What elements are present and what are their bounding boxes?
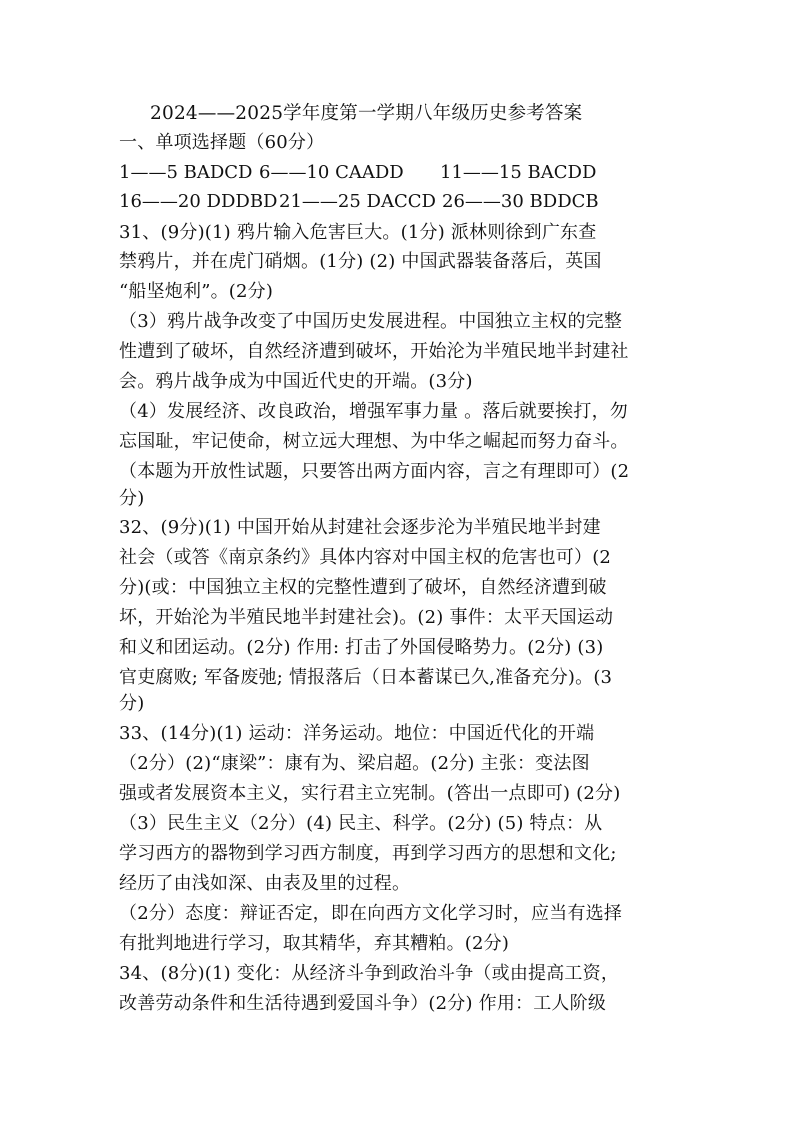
answer-line: 官吏腐败; 军备废弛; 情报落后（日本蓄谋已久,准备充分)。(3: [119, 667, 613, 688]
answer-line: 学习西方的器物到学习西方制度，再到学习西方的思想和文化;: [119, 843, 617, 864]
answer-line: 性遭到了破坏，自然经济遭到破坏，开始沦为半殖民地半封建社: [119, 341, 629, 362]
answer-line: 禁鸦片，并在虎门硝烟。(1分) (2) 中国武器装备落后，英国: [119, 251, 602, 272]
answer-line: 会。鸦片战争成为中国近代史的开端。(3分): [119, 371, 473, 392]
mc-answer-group: 6——10 CAADD: [259, 162, 404, 183]
answer-line: （4）发展经济、改良政治，增强军事力量 。落后就要挨打，勿: [119, 401, 628, 422]
answer-line: （2分）(2)“康梁”：康有为、梁启超。(2分) 主张：变法图: [119, 753, 590, 774]
answer-line: 32、(9分)(1) 中国开始从封建社会逐步沦为半殖民地半封建: [119, 517, 601, 538]
answer-line: （2分）态度：辩证否定，即在向西方文化学习时，应当有选择: [119, 903, 623, 924]
answer-line: 33、(14分)(1) 运动：洋务运动。地位：中国近代化的开端: [119, 723, 595, 744]
answer-line: （3）民生主义（2分）(4) 民主、科学。(2分) (5) 特点：从: [119, 813, 603, 834]
answer-line: 和义和团运动。(2分) 作用: 打击了外国侵略势力。(2分) (3): [119, 637, 604, 658]
answer-line: 经历了由浅如深、由表及里的过程。: [119, 873, 411, 894]
answer-line: （本题为开放性试题，只要答出两方面内容，言之有理即可）(2: [119, 461, 630, 482]
section-heading: 一、单项选择题（60分）: [119, 132, 325, 153]
answer-line: 坏，开始沦为半殖民地半封建社会)。(2) 事件：太平天国运动: [119, 607, 614, 628]
answer-line: 强或者发展资本主义，实行君主立宪制。(答出一点即可) (2分): [119, 783, 621, 804]
answer-line: 34、(8分)(1) 变化：从经济斗争到政治斗争（或由提高工资，: [119, 963, 620, 984]
answer-line: 有批判地进行学习，取其精华，弃其糟粕。(2分): [119, 933, 510, 954]
mc-answer-group: 11——15 BACDD: [440, 162, 597, 183]
answer-line: “船坚炮利”。(2分): [119, 281, 274, 302]
answer-line: 分): [119, 693, 145, 714]
mc-answer-group: 21——25 DACCD: [279, 191, 436, 212]
answer-line: 改善劳动条件和生活待遇到爱国斗争）(2分) 作用：工人阶级: [119, 993, 607, 1014]
mc-answer-group: 1——5 BADCD: [119, 162, 253, 183]
answer-line: 31、(9分)(1) 鸦片输入危害巨大。(1分) 派林则徐到广东查: [119, 222, 597, 243]
mc-answer-group: 16——20 DDDBD: [119, 191, 278, 212]
answer-line: 分): [119, 488, 145, 509]
page-title: 2024——2025学年度第一学期八年级历史参考答案: [150, 103, 583, 124]
answer-line: 分)(或：中国独立主权的完整性遭到了破坏，自然经济遭到破: [119, 577, 607, 598]
answer-line: 忘国耻，牢记使命，树立远大理想、为中华之崛起而努力奋斗。: [119, 431, 629, 452]
answer-line: （3）鸦片战争改变了中国历史发展进程。中国独立主权的完整: [119, 311, 623, 332]
mc-answer-group: 26——30 BDDCB: [442, 191, 599, 212]
answer-line: 社会（或答《南京条约》具体内容对中国主权的危害也可）(2: [119, 547, 612, 568]
